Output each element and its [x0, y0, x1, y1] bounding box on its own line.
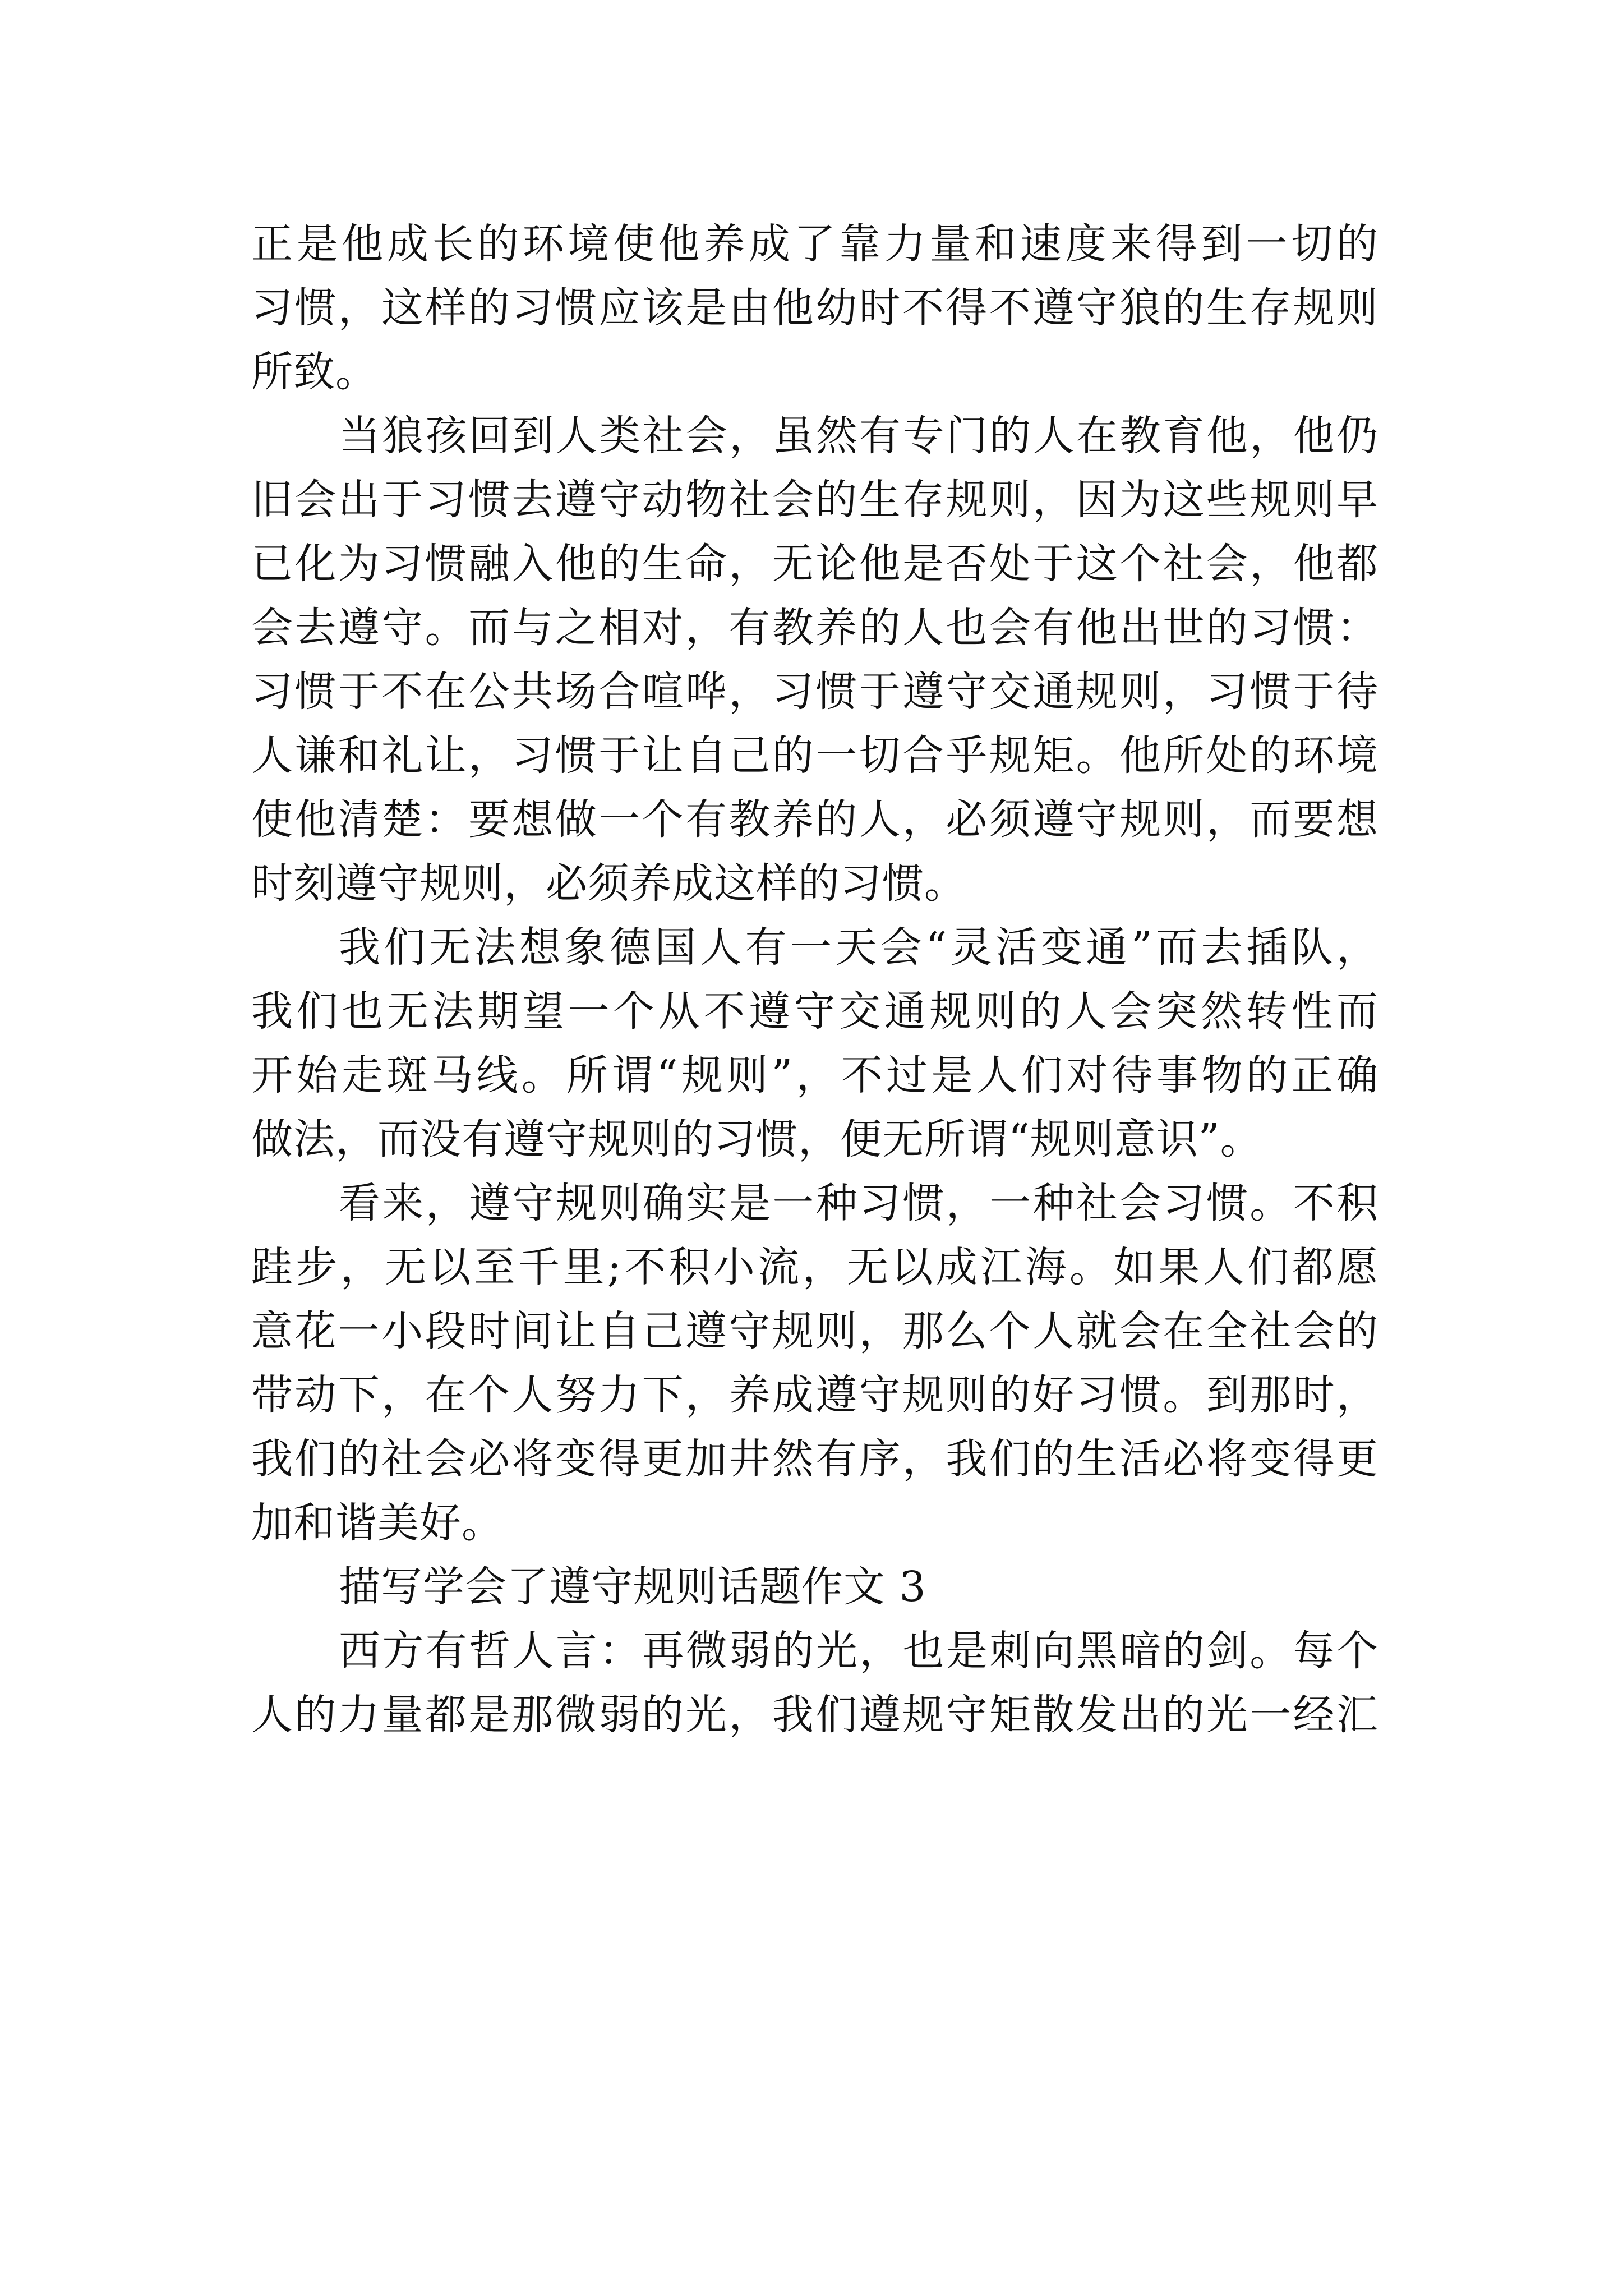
text-line: 使他清楚：要想做一个有教养的人，必须遵守规则，而要想 — [251, 795, 1378, 844]
text-line: 加和谐美好。 — [251, 1499, 504, 1547]
text-line: 我们无法想象德国人有一天会“灵活变通”而去插队， — [339, 923, 1378, 972]
text-line: 已化为习惯融入他的生命，无论他是否处于这个社会，他都 — [251, 540, 1378, 588]
text-line: 人的力量都是那微弱的光，我们遵规守矩散发出的光一经汇 — [251, 1691, 1378, 1739]
paragraph — [251, 1171, 1378, 1555]
paragraph — [251, 404, 1378, 915]
text-line: 意花一小段时间让自己遵守规则，那么个人就会在全社会的 — [251, 1307, 1378, 1355]
text-line: 西方有哲人言：再微弱的光，也是刺向黑暗的剑。每个 — [339, 1627, 1378, 1675]
text-line: 旧会出于习惯去遵守动物社会的生存规则，因为这些规则早 — [251, 476, 1378, 524]
text-line: 我们的社会必将变得更加井然有序，我们的生活必将变得更 — [251, 1435, 1378, 1483]
text-line: 开始走斑马线。所谓“规则”，不过是人们对待事物的正确 — [251, 1051, 1378, 1099]
text-line: 正是他成长的环境使他养成了靠力量和速度来得到一切的 — [251, 220, 1378, 268]
text-line: 我们也无法期望一个从不遵守交通规则的人会突然转性而 — [251, 987, 1378, 1036]
text-line: 当狼孩回到人类社会，虽然有专门的人在教育他，他仍 — [339, 412, 1378, 460]
text-line: 人谦和礼让，习惯于让自己的一切合乎规矩。他所处的环境 — [251, 731, 1378, 780]
text-line: 习惯，这样的习惯应该是由他幼时不得不遵守狼的生存规则 — [251, 284, 1378, 332]
section-heading — [251, 1555, 1378, 1619]
paragraph — [251, 1619, 1378, 1747]
text-line: 所致。 — [251, 348, 377, 396]
document-body — [251, 212, 1378, 1747]
text-line: 带动下，在个人努力下，养成遵守规则的好习惯。到那时， — [251, 1371, 1378, 1419]
heading-text: 描写学会了遵守规则话题作文 3 — [339, 1563, 926, 1611]
text-line: 会去遵守。而与之相对，有教养的人也会有他出世的习惯： — [251, 604, 1378, 652]
paragraph — [251, 915, 1378, 1171]
text-line: 做法，而没有遵守规则的习惯，便无所谓“规则意识”。 — [251, 1115, 1262, 1163]
text-line: 时刻遵守规则，必须养成这样的习惯。 — [251, 859, 966, 908]
text-line: 习惯于不在公共场合喧哗，习惯于遵守交通规则，习惯于待 — [251, 668, 1378, 716]
text-line: 跬步，无以至千里;不积小流，无以成江海。如果人们都愿 — [251, 1243, 1378, 1291]
text-line: 看来，遵守规则确实是一种习惯，一种社会习惯。不积 — [339, 1179, 1378, 1227]
paragraph — [251, 212, 1378, 404]
